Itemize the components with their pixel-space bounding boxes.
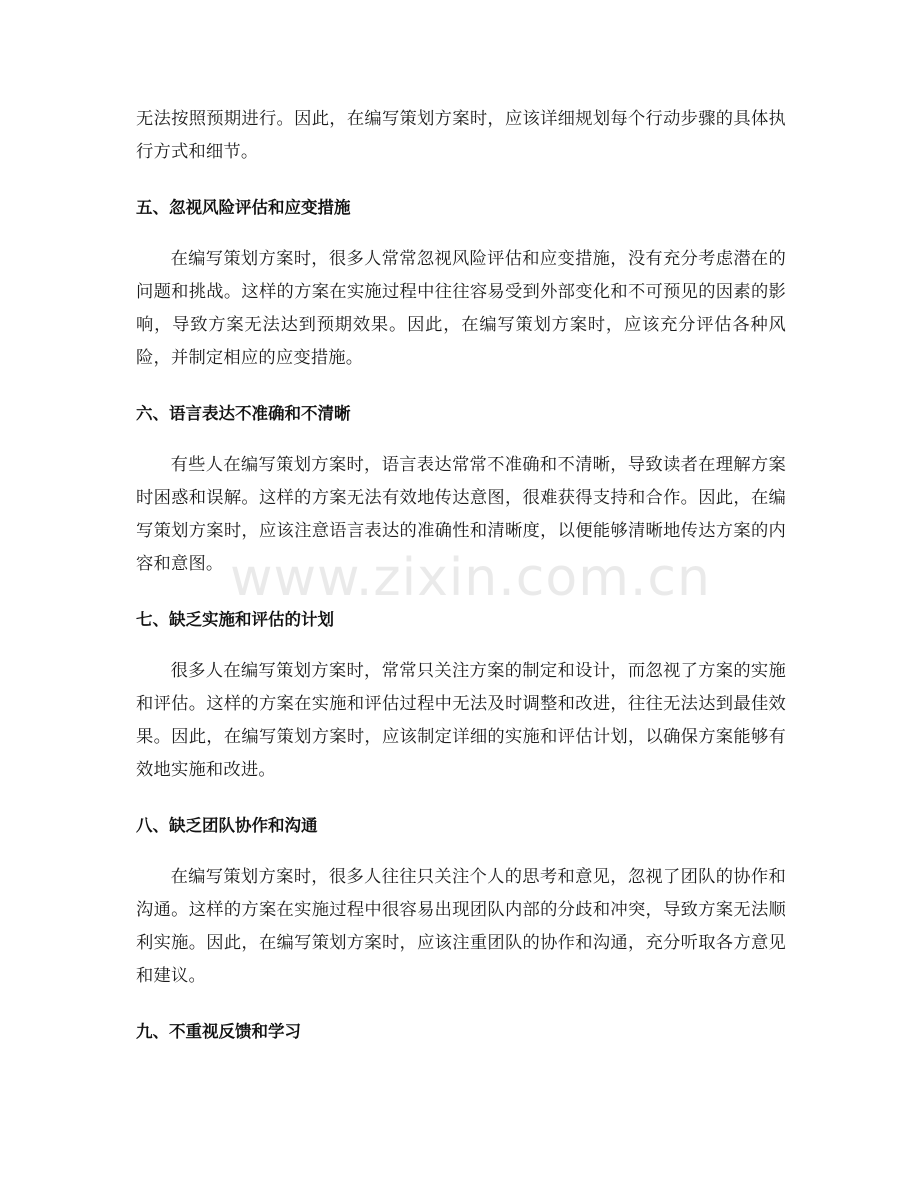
section-body-5: 在编写策划方案时，很多人常常忽视风险评估和应变措施，没有充分考虑潜在的问题和挑战。这样的方案在实施过程中往往容易受到外部变化和不可预见的因素的影响，导致方案无法达到预期效果。因此，在编写策划方案时，应该充分评估各种风险，并制定相应的应变措施。: [136, 249, 786, 368]
section-body-6: 有些人在编写策划方案时，语言表达常常不准确和不清晰，导致读者在理解方案时困惑和误解。这样的方案无法有效地传达意图，很难获得支持和合作。因此，在编写策划方案时，应该注意语言表达的准确性和清晰度，以便能够清晰地传达方案的内容和意图。: [136, 455, 786, 574]
document-body: [136, 103, 786, 1045]
intro-paragraph: 无法按照预期进行。因此，在编写策划方案时，应该详细规划每个行动步骤的具体执行方式和细节。: [136, 109, 786, 162]
section-heading-9: 九、不重视反馈和学习: [136, 1022, 301, 1041]
section-heading-8: 八、缺乏团队协作和沟通: [136, 816, 318, 835]
section-heading-6: 六、语言表达不准确和不清晰: [136, 404, 351, 423]
watermark: www.zixin.com.cn: [230, 548, 711, 608]
section-heading-7: 七、缺乏实施和评估的计划: [136, 610, 334, 629]
section-body-8: 在编写策划方案时，很多人往往只关注个人的思考和意见，忽视了团队的协作和沟通。这样的方案在实施过程中很容易出现团队内部的分歧和冲突，导致方案无法顺利实施。因此，在编写策划方案时，应该注重团队的协作和沟通，充分听取各方意见和建议。: [136, 867, 786, 986]
section-heading-5: 五、忽视风险评估和应变措施: [136, 198, 351, 217]
section-body-7: 很多人在编写策划方案时，常常只关注方案的制定和设计，而忽视了方案的实施和评估。这样的方案在实施和评估过程中无法及时调整和改进，往往无法达到最佳效果。因此，在编写策划方案时，应该制定详细的实施和评估计划，以确保方案能够有效地实施和改进。: [136, 661, 786, 780]
